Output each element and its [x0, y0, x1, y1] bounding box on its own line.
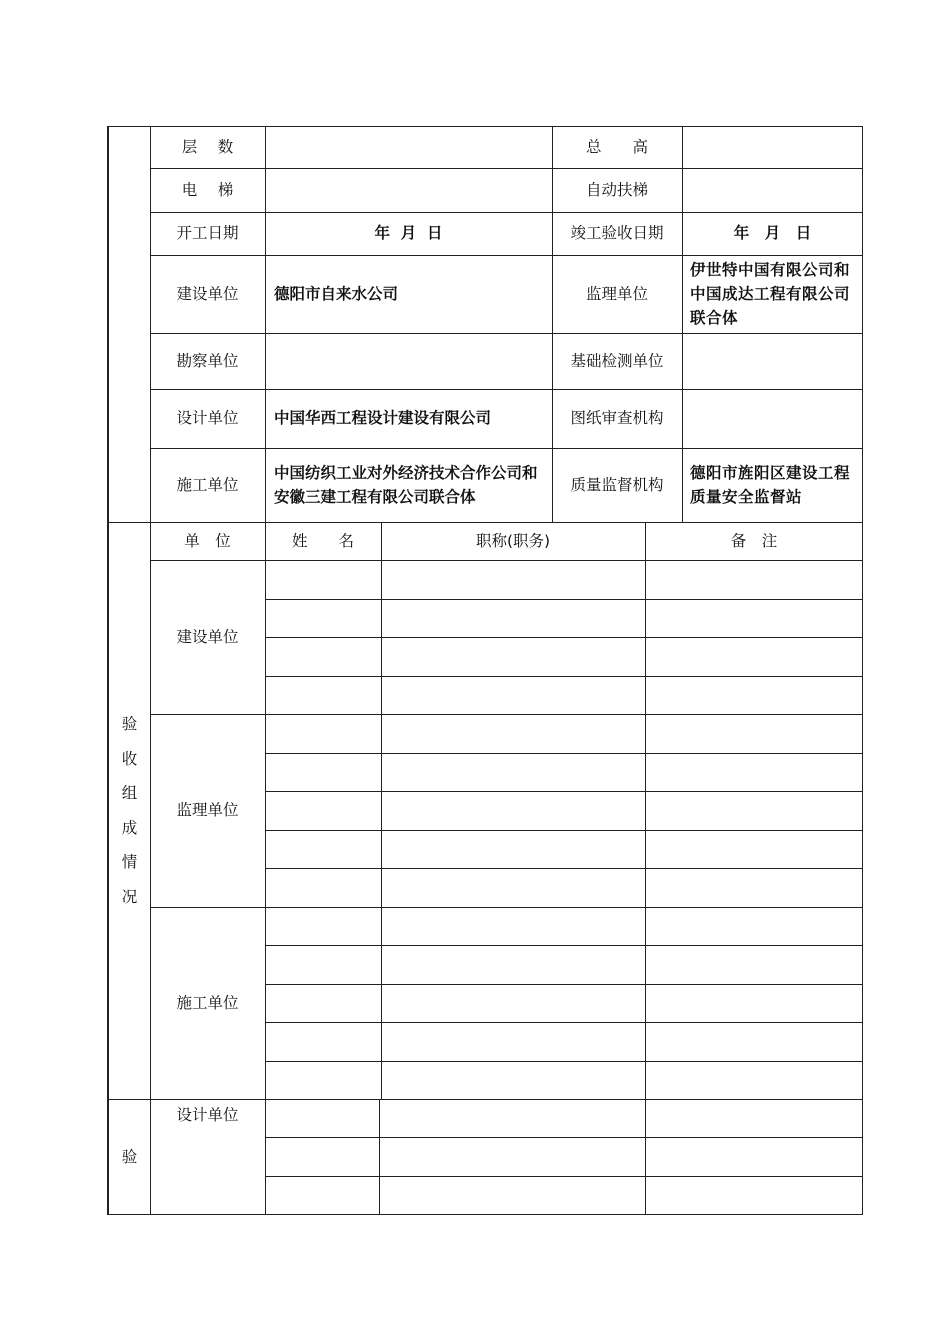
group-design-label: 设计单位 [176, 1105, 239, 1124]
quality-supervision-label: 质量监督机构 [570, 475, 664, 494]
rule [381, 522, 382, 1099]
rule [265, 1061, 863, 1062]
height-field[interactable] [682, 126, 863, 168]
rule [265, 637, 863, 638]
rule [265, 830, 863, 831]
team-section-char: 收 [121, 749, 138, 768]
group-supervisor-label: 监理单位 [176, 801, 239, 820]
rule [265, 984, 863, 985]
builder-value[interactable]: 德阳市自来水公司 [274, 284, 399, 303]
rule [645, 522, 646, 1099]
team-section-char: 组 [121, 784, 138, 802]
column-header-unit: 单 位 [184, 531, 231, 550]
rule [265, 791, 863, 792]
group-builder-label: 建设单位 [176, 627, 239, 646]
design-value[interactable]: 中国华西工程设计建设有限公司 [274, 409, 492, 428]
team-section-char: 情 [121, 853, 138, 871]
survey-label: 勘察单位 [176, 351, 239, 370]
floors-field[interactable] [265, 126, 552, 168]
rule [107, 1214, 863, 1215]
construction-label: 施工单位 [176, 475, 239, 494]
foundation-test-label: 基础检测单位 [570, 351, 664, 370]
rule [265, 1022, 863, 1023]
escalator-field[interactable] [682, 168, 863, 212]
column-header-remark: 备 注 [730, 531, 778, 550]
escalator-label: 自动扶梯 [585, 180, 648, 199]
foundation-test-field[interactable] [682, 333, 863, 389]
elevator-label: 电 梯 [181, 180, 234, 199]
rule [379, 1099, 380, 1215]
rule [265, 1176, 863, 1177]
rule [645, 1099, 646, 1215]
start-date-label: 开工日期 [176, 224, 239, 243]
acceptance-date-value[interactable]: 年 月 日 [733, 224, 812, 243]
team-section-char: 况 [121, 887, 138, 906]
rule [265, 599, 863, 600]
group-construction-label: 施工单位 [176, 993, 239, 1012]
design-label: 设计单位 [176, 409, 239, 428]
drawing-review-label: 图纸审查机构 [570, 409, 664, 428]
elevator-field[interactable] [265, 168, 552, 212]
rule [265, 945, 863, 946]
supervisor-label: 监理单位 [585, 284, 648, 303]
column-header-title: 职称(职务) [475, 531, 551, 550]
team-section-char: 验 [121, 715, 138, 733]
builder-label: 建设单位 [176, 284, 239, 303]
supervisor-value[interactable]: 伊世特中国有限公司和中国成达工程有限公司联合体 [690, 260, 851, 327]
rule [265, 753, 863, 754]
rule [265, 1137, 863, 1138]
rule [265, 676, 863, 677]
acceptance-date-label: 竣工验收日期 [570, 224, 664, 243]
acceptance-form [107, 126, 863, 1215]
start-date-value[interactable]: 年 月 日 [374, 224, 443, 243]
bottom-section-label: 验 [121, 1147, 138, 1166]
floors-label: 层 数 [181, 137, 234, 156]
survey-field[interactable] [265, 333, 552, 389]
height-label: 总 高 [585, 137, 648, 156]
team-section-label [109, 522, 150, 1099]
quality-supervision-value[interactable]: 德阳市旌阳区建设工程质量安全监督站 [690, 463, 851, 506]
construction-value[interactable]: 中国纺织工业对外经济技术合作公司和安徽三建工程有限公司联合体 [274, 463, 538, 506]
rule [265, 868, 863, 869]
team-section-char: 成 [121, 818, 138, 837]
column-header-name: 姓 名 [291, 531, 354, 550]
drawing-review-field[interactable] [682, 389, 863, 448]
